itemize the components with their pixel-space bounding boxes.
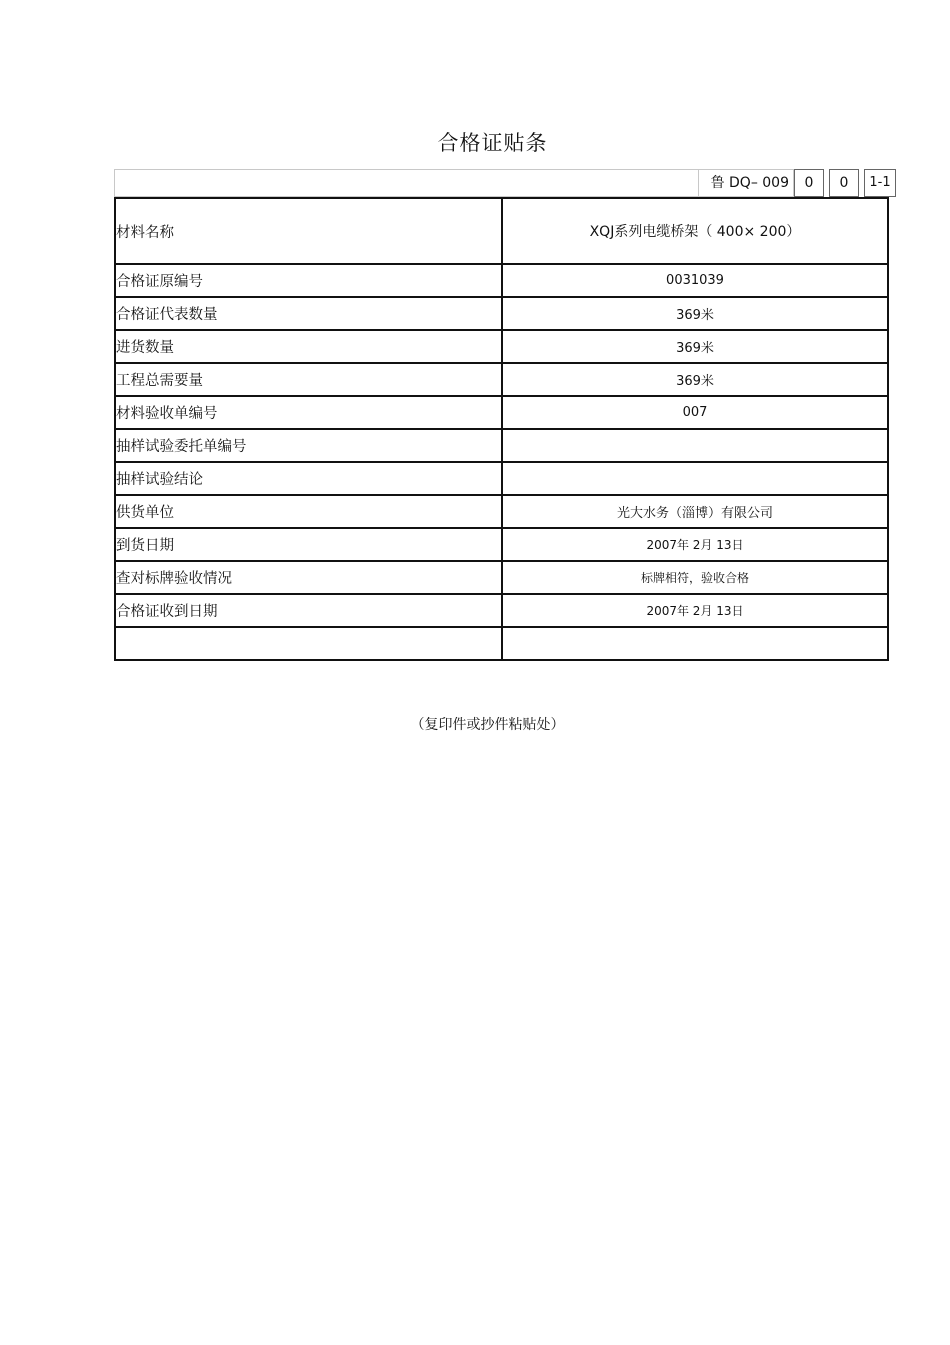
row-label: 材料验收单编号 xyxy=(115,396,502,429)
row-label: 到货日期 xyxy=(115,528,502,561)
row-label: 材料名称 xyxy=(115,198,502,264)
code-box-2: 0 xyxy=(829,169,859,197)
row-label: 合格证原编号 xyxy=(115,264,502,297)
table-row xyxy=(115,264,888,297)
table-row xyxy=(115,561,888,594)
row-value: 0031039 xyxy=(502,264,888,297)
document-code-strip xyxy=(114,169,898,197)
row-label: 供货单位 xyxy=(115,495,502,528)
table-row xyxy=(115,297,888,330)
table-row xyxy=(115,396,888,429)
code-strip-blank xyxy=(114,169,699,197)
row-value: XQJ系列电缆桥架（ 400× 200） xyxy=(502,198,888,264)
row-value: 369米 xyxy=(502,363,888,396)
table-row xyxy=(115,627,888,660)
document-code: 鲁 DQ– 009 xyxy=(698,169,794,197)
row-label xyxy=(115,627,502,660)
paste-area-note: （复印件或抄件粘贴处） xyxy=(410,717,565,733)
table-row xyxy=(115,363,888,396)
page-title: 合格证贴条 xyxy=(437,131,548,155)
row-value: 007 xyxy=(502,396,888,429)
certificate-table xyxy=(114,197,889,661)
row-value: 标牌相符，验收合格 xyxy=(502,561,888,594)
row-value: 369米 xyxy=(502,297,888,330)
row-label: 工程总需要量 xyxy=(115,363,502,396)
row-label: 查对标牌验收情况 xyxy=(115,561,502,594)
table-row xyxy=(115,429,888,462)
row-label: 合格证代表数量 xyxy=(115,297,502,330)
code-box-1: 0 xyxy=(794,169,824,197)
table-row xyxy=(115,462,888,495)
row-value: 2007年 2月 13日 xyxy=(502,594,888,627)
row-value: 369米 xyxy=(502,330,888,363)
table-row xyxy=(115,495,888,528)
row-label: 抽样试验委托单编号 xyxy=(115,429,502,462)
table-row xyxy=(115,528,888,561)
row-label: 抽样试验结论 xyxy=(115,462,502,495)
row-value: 光大水务（淄博）有限公司 xyxy=(502,495,888,528)
table-row xyxy=(115,594,888,627)
row-label: 合格证收到日期 xyxy=(115,594,502,627)
row-label: 进货数量 xyxy=(115,330,502,363)
table-row xyxy=(115,330,888,363)
row-value xyxy=(502,627,888,660)
table-row xyxy=(115,198,888,264)
code-box-3: 1-1 xyxy=(864,169,896,197)
row-value: 2007年 2月 13日 xyxy=(502,528,888,561)
row-value xyxy=(502,429,888,462)
row-value xyxy=(502,462,888,495)
